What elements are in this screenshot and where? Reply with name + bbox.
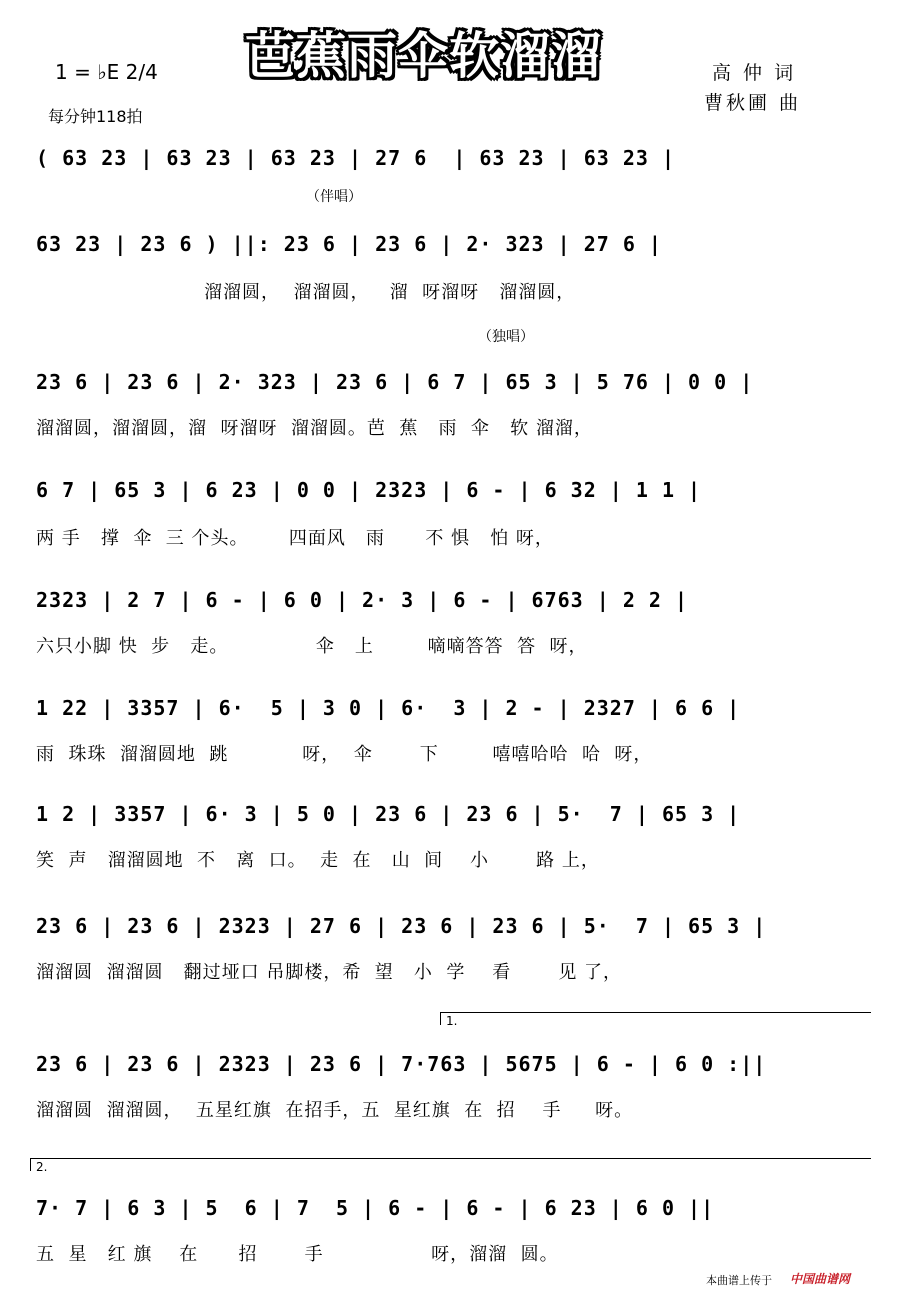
- notation-line-8: 23 6 | 23 6 | 2323 | 27 6 | 23 6 | 23 6 | 5· 7 | 65 3 |: [36, 914, 767, 938]
- notation-line-6: 1 22 | 3357 | 6· 5 | 3 0 | 6· 3 | 2 - | 2327 | 6 6 |: [36, 696, 741, 720]
- lyric-line-8: 溜溜圆 溜溜圆 翻过垭口 吊脚楼，希 望 小 学 看 见 了，: [36, 962, 623, 983]
- lyric-line-10: 五 星 红 旗 在 招 手 呀，溜溜 圆。: [36, 1244, 559, 1265]
- notation-line-9: 23 6 | 23 6 | 2323 | 23 6 | 7·763 | 5675 | 6 - | 6 0 :||: [36, 1052, 767, 1076]
- notation-line-7: 1 2 | 3357 | 6· 3 | 5 0 | 23 6 | 23 6 | 5· 7 | 65 3 |: [36, 802, 741, 826]
- lyric-line-9: 溜溜圆 溜溜圆， 五星红旗 在招手，五 星红旗 在 招 手 呀。: [36, 1100, 634, 1121]
- composer-credit: 曹秋圃 曲: [704, 92, 802, 114]
- upload-notice: 本曲谱上传于: [706, 1274, 772, 1287]
- lyric-line-7: 笑 声 溜溜圆地 不 离 口。 走 在 山 间 小 路 上，: [36, 850, 600, 871]
- first-ending-label: 1.: [446, 1014, 458, 1028]
- lyric-line-2: 溜溜圆， 溜溜圆， 溜 呀溜呀 溜溜圆，: [36, 282, 576, 303]
- accompany-label: （伴唱）: [306, 189, 362, 205]
- second-ending-bracket: [30, 1158, 871, 1171]
- key-signature: 1 = ♭E 2/4: [55, 60, 158, 84]
- notation-line-3: 23 6 | 23 6 | 2· 323 | 23 6 | 6 7 | 65 3 | 5 76 | 0 0 |: [36, 370, 754, 394]
- lyricist-credit: 高 仲 词: [712, 62, 797, 84]
- second-ending-label: 2.: [36, 1160, 48, 1174]
- song-title: 芭蕉雨伞软溜溜: [245, 27, 602, 85]
- lyric-line-4: 两 手 撑 伞 三 个头。 四面风 雨 不 惧 怕 呀，: [36, 528, 554, 549]
- notation-line-2: 63 23 | 23 6 ) ||: 23 6 | 23 6 | 2· 323 | 27 6 |: [36, 232, 662, 256]
- first-ending-bracket: [440, 1012, 871, 1025]
- notation-line-10: 7· 7 | 6 3 | 5 6 | 7 5 | 6 - | 6 - | 6 23 | 6 0 ||: [36, 1196, 715, 1220]
- solo-label: （独唱）: [478, 329, 534, 345]
- lyric-line-6: 雨 珠珠 溜溜圆地 跳 呀， 伞 下 嘻嘻哈哈 哈 呀，: [36, 744, 653, 765]
- notation-line-4: 6 7 | 65 3 | 6 23 | 0 0 | 2323 | 6 - | 6 32 | 1 1 |: [36, 478, 702, 502]
- site-logo: 中国曲谱网: [790, 1272, 851, 1286]
- notation-line-5: 2323 | 2 7 | 6 - | 6 0 | 2· 3 | 6 - | 6763 | 2 2 |: [36, 588, 689, 612]
- tempo-marking: 每分钟118拍: [48, 107, 143, 126]
- lyric-line-3: 溜溜圆，溜溜圆，溜 呀溜呀 溜溜圆。芭 蕉 雨 伞 软 溜溜，: [36, 418, 593, 439]
- notation-line-1: ( 63 23 | 63 23 | 63 23 | 27 6 | 63 23 | 63 23 |: [36, 146, 676, 170]
- lyric-line-5: 六只小脚 快 步 走。 伞 上 嘀嘀答答 答 呀，: [36, 636, 588, 657]
